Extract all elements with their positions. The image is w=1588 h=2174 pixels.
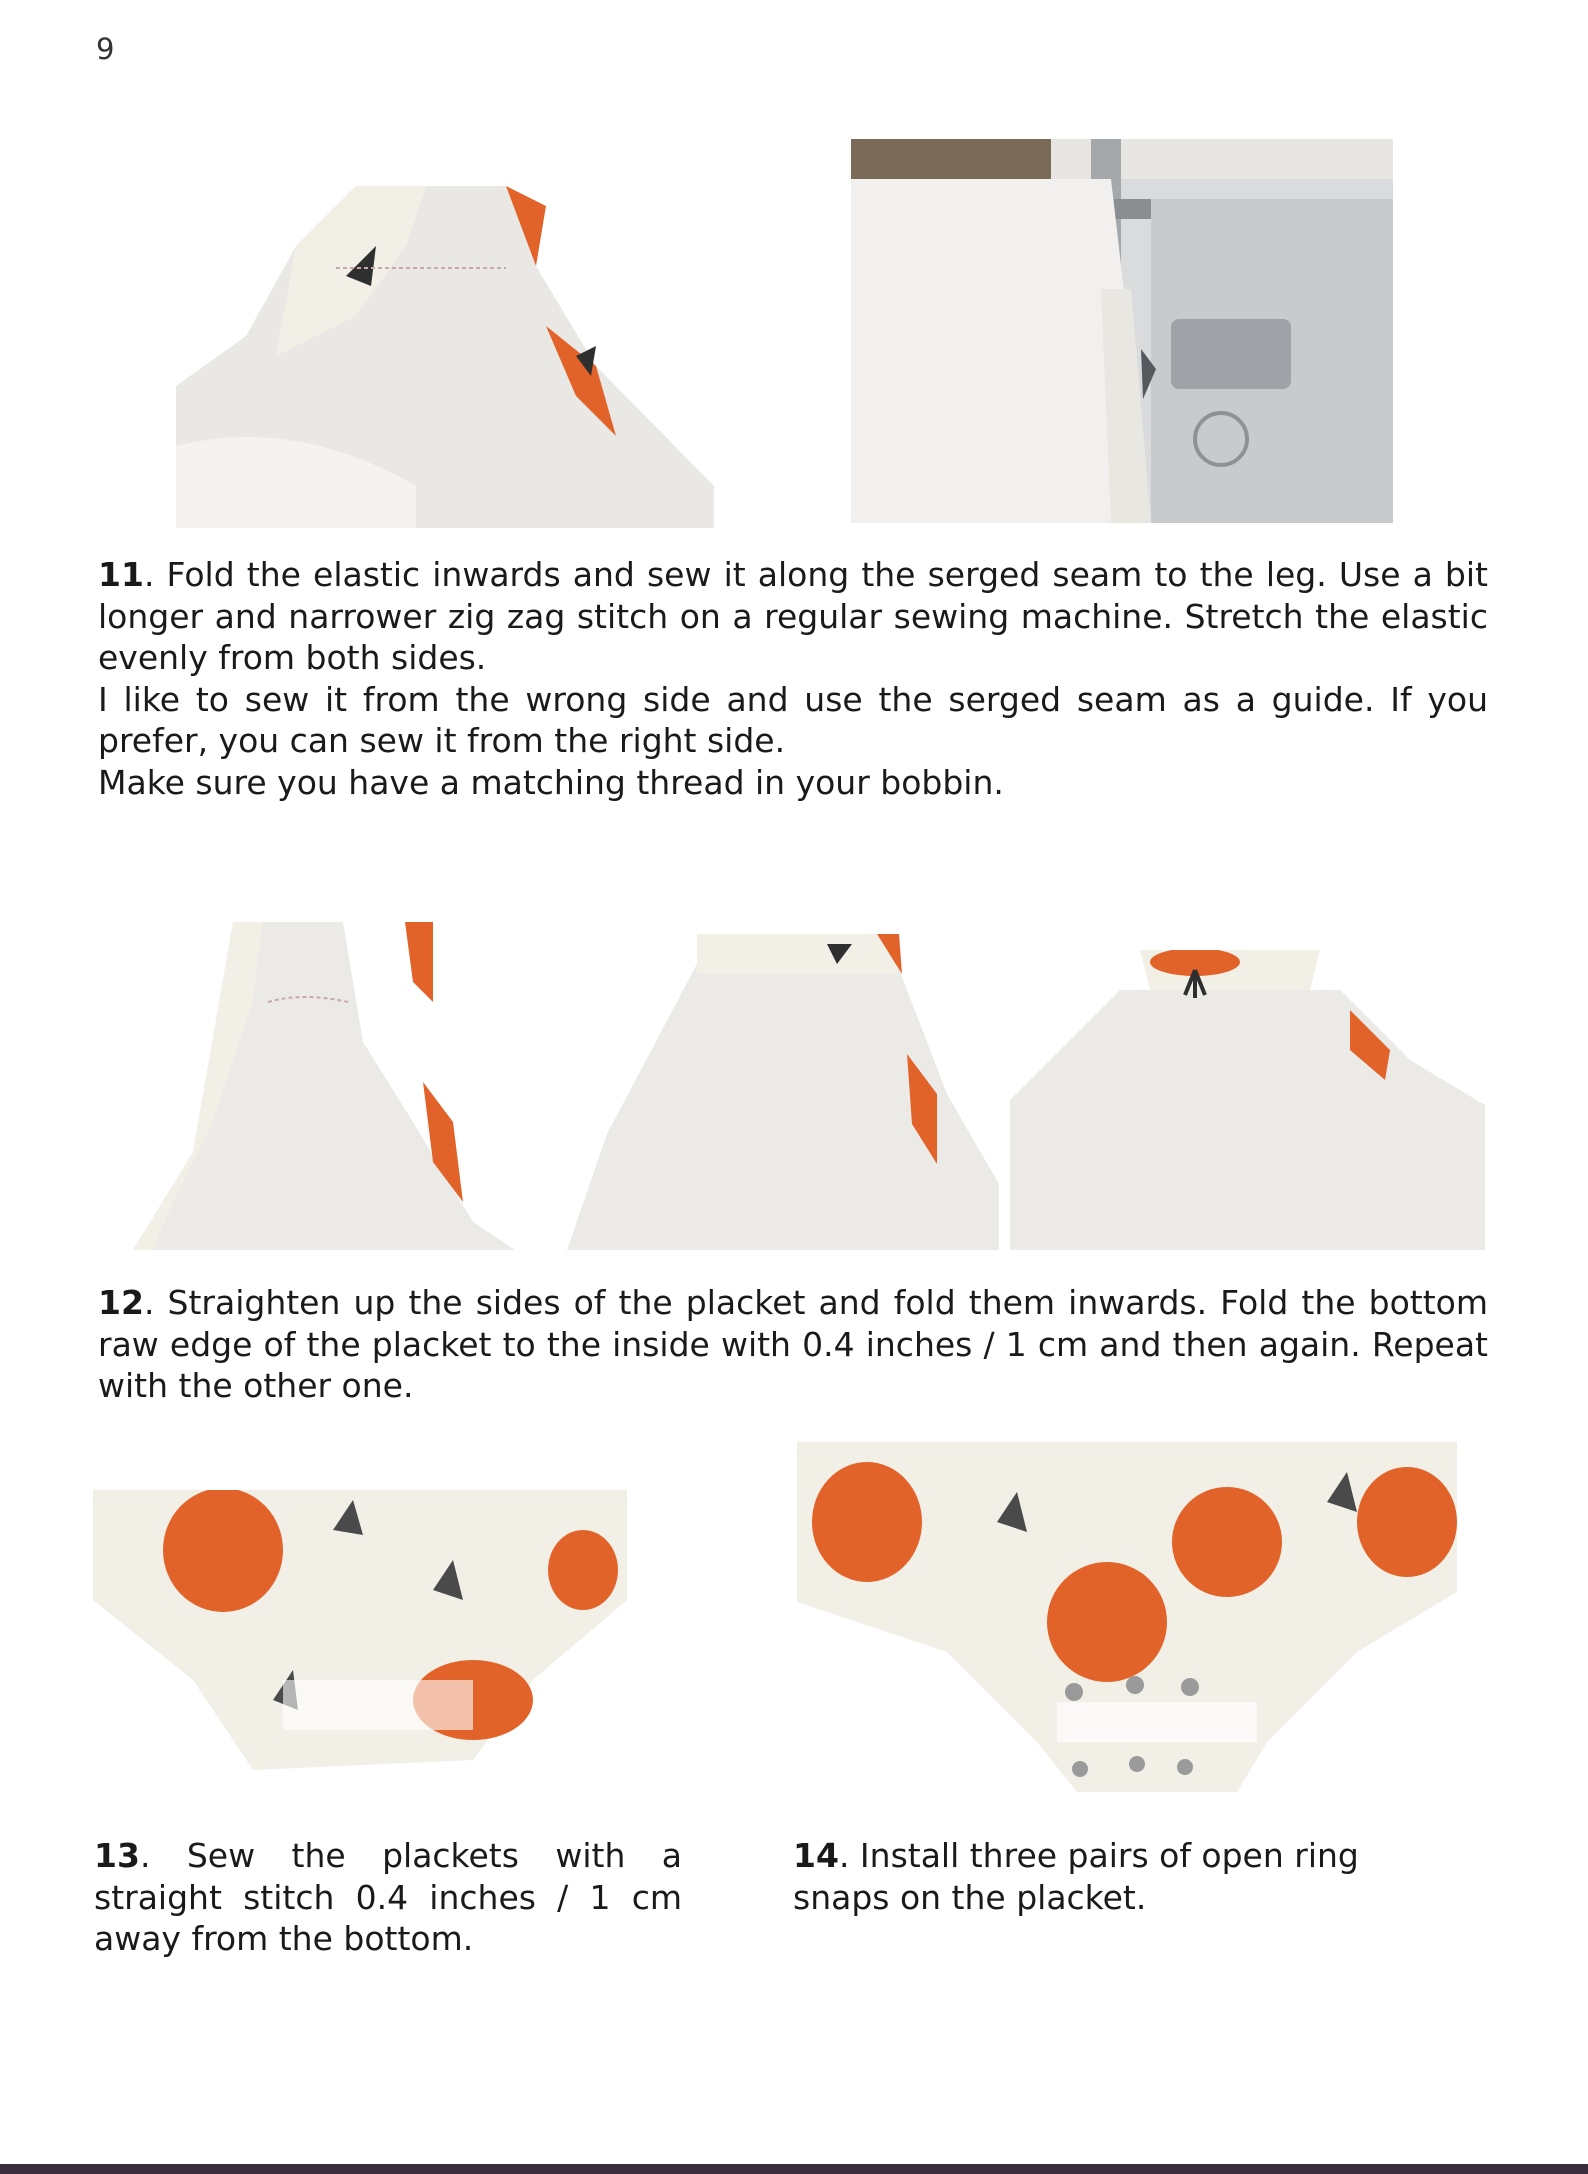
page-number: 9 xyxy=(96,32,115,66)
step-11-main: . Fold the elastic inwards and sew it along the serged seam to the leg. Use a bit longer and narrower zig zag stitch on a regular sewing machine. Stretch the elastic evenly from both sides. xyxy=(98,555,1488,677)
step-11-tip: Make sure you have a matching thread in your bobbin. xyxy=(98,762,1004,802)
step-12-main: . Straighten up the sides of the placket and fold them inwards. Fold the bottom raw edge of the placket to the inside with 0.4 inches / 1 cm and then again. Repeat with the other one. xyxy=(98,1283,1488,1405)
step-11-number: 11 xyxy=(98,555,144,594)
step-14-text xyxy=(793,1835,1459,1918)
photo-placket-b xyxy=(567,934,999,1250)
step-14-number: 14 xyxy=(793,1836,839,1875)
photo-sewn-plackets xyxy=(93,1490,627,1782)
step-11-text xyxy=(98,554,1488,803)
bottom-bar xyxy=(0,2164,1588,2174)
photo-placket-c xyxy=(1010,950,1485,1250)
step-13-number: 13 xyxy=(94,1836,140,1875)
step-13-main: . Sew the plackets with a straight stitch 0.4 inches / 1 cm away from the bottom. xyxy=(94,1836,682,1958)
step-14-main: . Install three pairs of open ring snaps on the placket. xyxy=(793,1836,1359,1917)
step-12-number: 12 xyxy=(98,1283,144,1322)
photo-sewing-machine xyxy=(851,139,1393,523)
photo-snaps-installed xyxy=(797,1442,1457,1792)
step-11-note: I like to sew it from the wrong side and use the serged seam as a guide. If you prefer, you can sew it from the right side. xyxy=(98,679,1488,760)
step-13-text xyxy=(94,1835,682,1960)
step-12-text xyxy=(98,1282,1488,1407)
photo-elastic-fold xyxy=(176,186,714,528)
photo-placket-a xyxy=(133,922,515,1250)
